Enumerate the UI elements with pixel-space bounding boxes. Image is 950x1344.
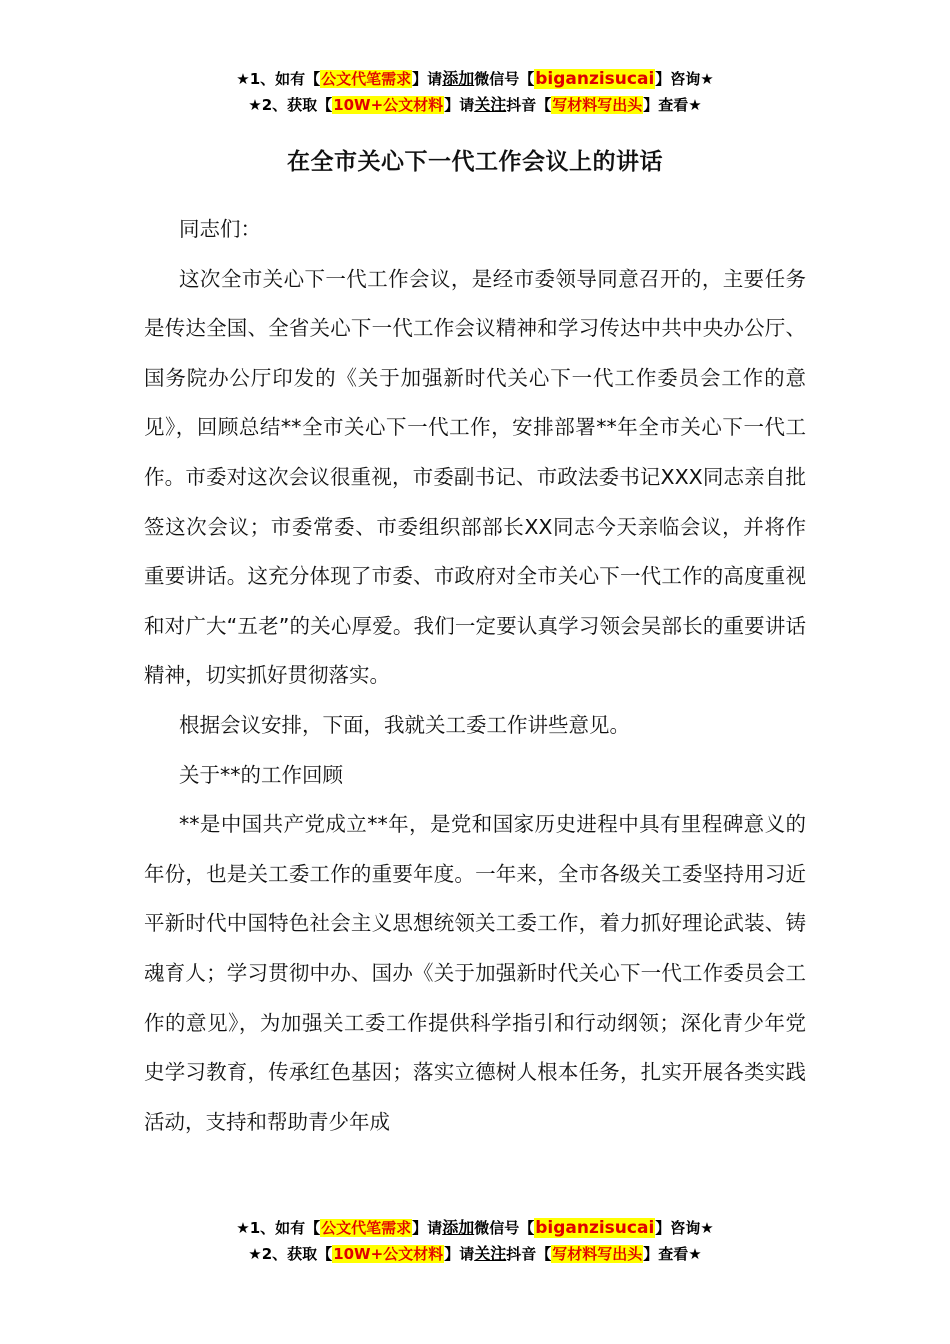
header-promo-banner xyxy=(0,66,950,118)
document-title: 在全市关心下一代工作会议上的讲话 xyxy=(287,149,663,175)
promo-highlight-wechat: biganzisucai xyxy=(535,69,655,89)
promo-text: 】咨询★ xyxy=(655,70,714,88)
promo-line-1 xyxy=(0,1215,950,1241)
paragraph: **是中国共产党成立**年，是党和国家历史进程中具有里程碑意义的年份，也是关工委工作的重要年度。一年来，全市各级关工委坚持用习近平新时代中国特色社会主义思想统领关工委工作，着力抓好理论武装、铸魂育人；学习贯彻中办、国办《关于加强新时代关心下一代工作委员会工作的意见》，为加强关工委工作提供科学指引和行动纲领；深化青少年党史学习教育，传承红色基因；落实立德树人根本任务，扎实开展各类实践活动，支持和帮助青少年成 xyxy=(144,812,806,1134)
promo-text: 】咨询★ xyxy=(655,1219,714,1237)
promo-text: 微信号【 xyxy=(474,70,535,88)
footer-promo-banner xyxy=(0,1215,950,1267)
promo-text: ★2、获取【 xyxy=(248,96,333,114)
promo-line-1 xyxy=(0,66,950,92)
promo-underline: 关注 xyxy=(474,1244,507,1263)
promo-underline: 关注 xyxy=(474,95,507,114)
promo-text: 】请 xyxy=(444,1245,475,1263)
promo-text: 】查看★ xyxy=(643,96,702,114)
paragraph-salutation: 同志们： xyxy=(179,217,261,241)
promo-text: 】请 xyxy=(444,96,475,114)
promo-text: 】查看★ xyxy=(643,1245,702,1263)
paragraph: 这次全市关心下一代工作会议，是经市委领导同意召开的，主要任务是传达全国、全省关心下一代工作会议精神和学习传达中共中央办公厅、国务院办公厅印发的《关于加强新时代关心下一代工作委员会工作的意见》，回顾总结**全市关心下一代工作，安排部署**年全市关心下一代工作。市委对这次会议很重视，市委副书记、市政法委书记XXX同志亲自批签这次会议；市委常委、市委组织部部长XX同志今天亲临会议，并将作重要讲话。这充分体现了市委、市政府对全市关心下一代工作的高度重视和对广大“五老”的关心厚爱。我们一定要认真学习领会吴部长的重要讲话精神，切实抓好贯彻落实。 xyxy=(144,266,806,688)
promo-text: 抖音【 xyxy=(506,1245,552,1263)
promo-highlight: 公文代笔需求 xyxy=(321,1219,412,1237)
section-heading: 关于**的工作回顾 xyxy=(179,762,343,787)
promo-underline: 添加 xyxy=(442,1218,475,1237)
promo-highlight-douyin: 写材料写出头 xyxy=(552,96,643,114)
promo-line-2 xyxy=(0,1241,950,1267)
promo-text: 微信号【 xyxy=(474,1219,535,1237)
promo-text: ★1、如有【 xyxy=(236,1219,321,1237)
promo-text: 】请 xyxy=(412,1219,443,1237)
promo-highlight: 10W+公文材料 xyxy=(333,96,444,114)
promo-highlight-douyin: 写材料写出头 xyxy=(552,1245,643,1263)
promo-text: 抖音【 xyxy=(506,96,552,114)
promo-text: ★1、如有【 xyxy=(236,70,321,88)
promo-text: 】请 xyxy=(412,70,443,88)
promo-highlight: 公文代笔需求 xyxy=(321,70,412,88)
paragraph: 根据会议安排，下面，我就关工委工作讲些意见。 xyxy=(179,712,630,737)
promo-text: ★2、获取【 xyxy=(248,1245,333,1263)
document-body xyxy=(144,205,806,1147)
promo-line-2 xyxy=(0,92,950,118)
promo-highlight-wechat: biganzisucai xyxy=(535,1218,655,1238)
promo-underline: 添加 xyxy=(442,69,475,88)
promo-highlight: 10W+公文材料 xyxy=(333,1245,444,1263)
